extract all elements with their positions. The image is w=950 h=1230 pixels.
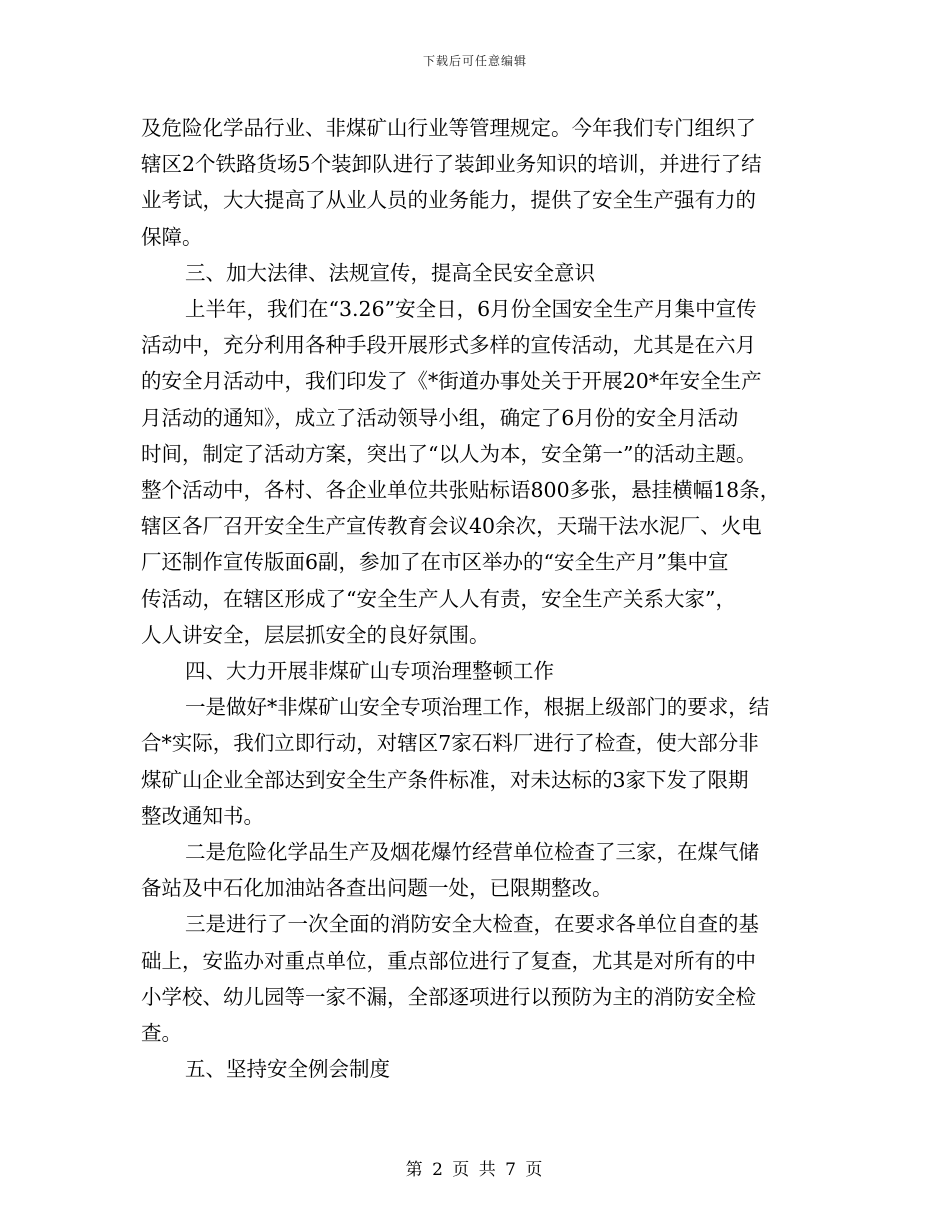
paragraph: [141, 906, 811, 1051]
paragraph-line: 活动中，充分利用各种手段开展形式多样的宣传活动，尤其是在六月: [141, 333, 756, 358]
paragraph-line: 辖区2个铁路货场5个装卸队进行了装卸业务知识的培训，并进行了结: [141, 152, 762, 177]
paragraph-line: 月活动的通知》，成立了活动领导小组，确定了6月份的安全月活动: [141, 405, 739, 430]
paragraph-line: 小学校、幼儿园等一家不漏，全部逐项进行以预防为主的消防安全检: [141, 984, 756, 1009]
paragraph: [141, 1051, 811, 1087]
paragraph: [141, 291, 811, 653]
paragraph-line: 三、加大法律、法规宣传，提高全民安全意识: [185, 260, 595, 285]
paragraph-line: 业考试，大大提高了从业人员的业务能力，提供了安全生产强有力的: [141, 188, 756, 213]
paragraph: [141, 834, 811, 906]
paragraph-line: 础上，安监办对重点单位，重点部位进行了复查，尤其是对所有的中: [141, 948, 756, 973]
paragraph-line: 三是进行了一次全面的消防安全大检查，在要求各单位自查的基: [185, 912, 759, 937]
paragraph-line: 人人讲安全，层层抓安全的良好氛围。: [141, 622, 490, 647]
page-header-note: 下载后可任意编辑: [422, 54, 527, 68]
paragraph-line: 整个活动中，各村、各企业单位共张贴标语800多张，悬挂横幅18条，: [141, 478, 781, 503]
paragraph: [141, 653, 811, 689]
paragraph-line: 时间，制定了活动方案，突出了“以人为本，安全第一”的活动主题。: [141, 441, 757, 466]
paragraph-line: 煤矿山企业全部达到安全生产条件标准，对未达标的3家下发了限期: [141, 767, 749, 792]
paragraph-line: 一是做好*非煤矿山安全专项治理工作，根据上级部门的要求，结: [185, 695, 770, 720]
paragraph-line: 厂还制作宣传版面6副，参加了在市区举办的“安全生产月”集中宣: [141, 550, 729, 575]
paragraph: [141, 689, 811, 834]
paragraph-line: 传活动，在辖区形成了“安全生产人人有责，安全生产关系大家”，: [141, 586, 736, 611]
paragraph-line: 二是危险化学品生产及烟花爆竹经营单位检查了三家，在煤气储: [185, 840, 759, 865]
paragraph: [141, 110, 811, 255]
paragraph: [141, 255, 811, 291]
page-number: 第 2 页 共 7 页: [405, 1160, 545, 1180]
paragraph-line: 查。: [141, 1021, 182, 1046]
paragraph-line: 备站及中石化加油站各查出问题一处，已限期整改。: [141, 876, 613, 901]
paragraph-line: 保障。: [141, 224, 203, 249]
paragraph-line: 五、坚持安全例会制度: [185, 1057, 390, 1082]
paragraph-line: 四、大力开展非煤矿山专项治理整顿工作: [185, 659, 554, 684]
paragraph-line: 及危险化学品行业、非煤矿山行业等管理规定。今年我们专门组织了: [141, 116, 756, 140]
paragraph-line: 整改通知书。: [141, 803, 264, 828]
paragraph-line: 辖区各厂召开安全生产宣传教育会议40余次，天瑞干法水泥厂、火电: [141, 514, 762, 539]
paragraph-line: 的安全月活动中，我们印发了《*街道办事处关于开展20*年安全生产: [141, 369, 762, 394]
paragraph-line: 合*实际，我们立即行动，对辖区7家石料厂进行了检查，使大部分非: [141, 731, 759, 756]
document-body: [141, 110, 811, 1087]
paragraph-line: 上半年，我们在“3.26”安全日，6月份全国安全生产月集中宣传: [185, 297, 757, 322]
